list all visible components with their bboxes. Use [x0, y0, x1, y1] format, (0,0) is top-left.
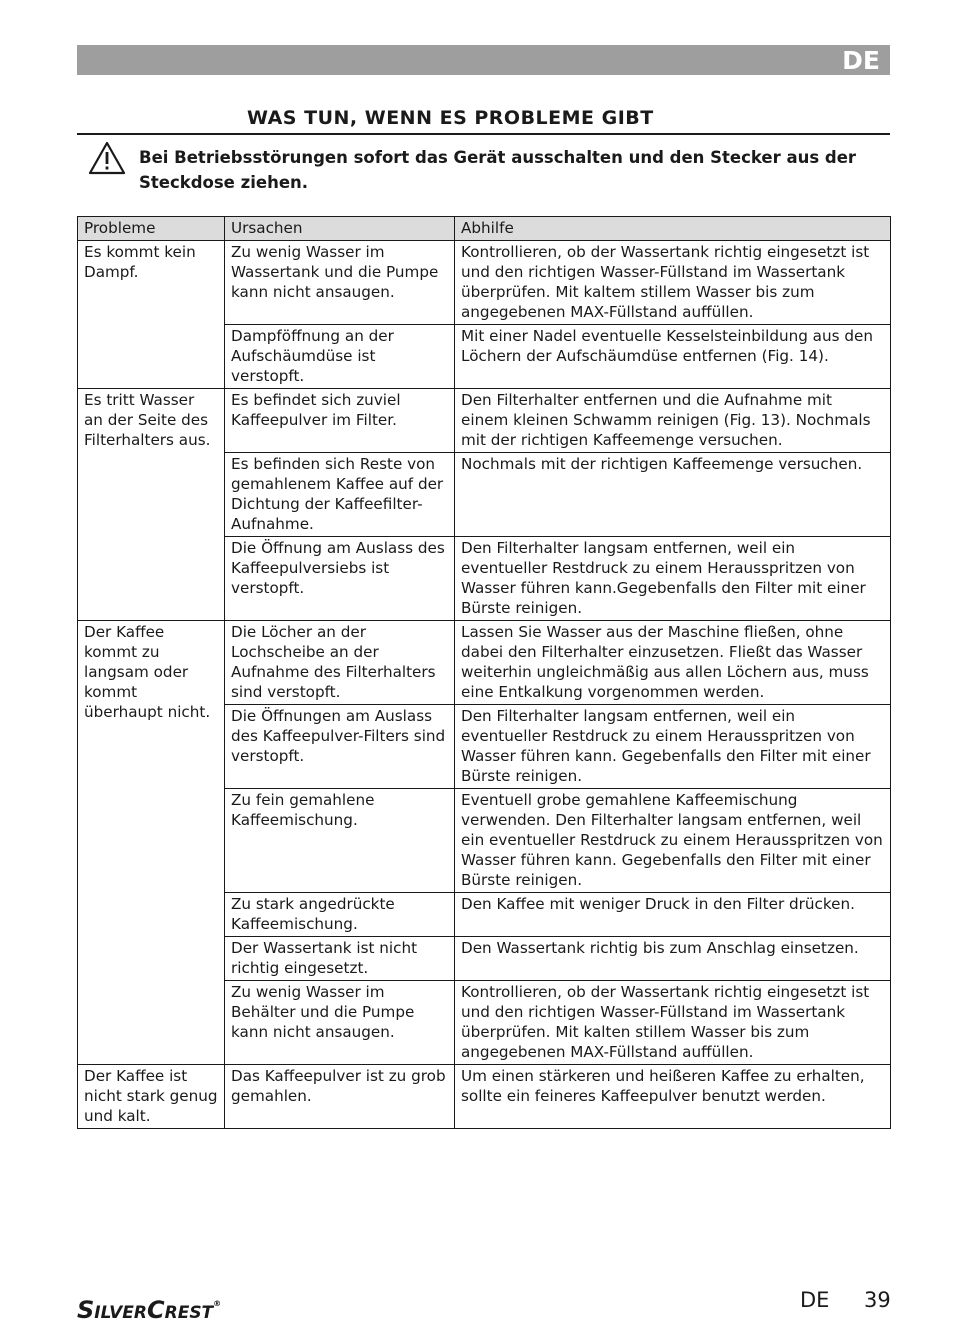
problem-cell: Es tritt Wasser an der Seite des Filterhalters aus.	[78, 389, 225, 621]
problem-cell: Der Kaffee ist nicht stark genug und kalt.	[78, 1065, 225, 1129]
cause-cell: Zu fein gemahlene Kaffeemischung.	[225, 789, 455, 893]
footer-language: DE	[800, 1288, 830, 1312]
cause-cell: Das Kaffeepulver ist zu grob gemahlen.	[225, 1065, 455, 1129]
troubleshooting-table	[77, 216, 891, 1129]
page-number: 39	[864, 1288, 891, 1312]
remedy-cell: Den Filterhalter entfernen und die Aufnahme mit einem kleinen Schwamm reinigen (Fig. 13). Nochmals mit der richtigen Kaffeemenge versuchen.	[455, 389, 891, 453]
table-row	[78, 241, 891, 325]
remedy-cell: Kontrollieren, ob der Wassertank richtig eingesetzt ist und den richtigen Wasser-Füllstand im Wassertank überprüfen. Mit kaltem stillem Wasser bis zum angegebenen MAX-Füllstand auffüllen.	[455, 241, 891, 325]
column-header-problems: Probleme	[78, 217, 225, 241]
remedy-cell: Den Kaffee mit weniger Druck in den Filter drücken.	[455, 893, 891, 937]
remedy-cell: Lassen Sie Wasser aus der Maschine fließen, ohne dabei den Filterhalter einzusetzen. Fließt das Wasser weiterhin ungleichmäßig aus allen Löchern aus, muss eine Entkalkung vorgenommen werden.	[455, 621, 891, 705]
column-header-remedy: Abhilfe	[455, 217, 891, 241]
remedy-cell: Den Wassertank richtig bis zum Anschlag einsetzen.	[455, 937, 891, 981]
cause-cell: Es befinden sich Reste von gemahlenem Kaffee auf der Dichtung der Kaffeefilter-Aufnahme.	[225, 453, 455, 537]
warning-triangle-icon	[88, 141, 126, 175]
remedy-cell: Um einen stärkeren und heißeren Kaffee zu erhalten, sollte ein feineres Kaffeepulver benutzt werden.	[455, 1065, 891, 1129]
problem-cell: Der Kaffee kommt zu langsam oder kommt überhaupt nicht.	[78, 621, 225, 1065]
cause-cell: Dampföffnung an der Aufschäumdüse ist verstopft.	[225, 325, 455, 389]
cause-cell: Der Wassertank ist nicht richtig eingesetzt.	[225, 937, 455, 981]
cause-cell: Es befindet sich zuviel Kaffeepulver im Filter.	[225, 389, 455, 453]
problem-cell: Es kommt kein Dampf.	[78, 241, 225, 389]
cause-cell: Zu wenig Wasser im Wassertank und die Pumpe kann nicht ansaugen.	[225, 241, 455, 325]
remedy-cell: Den Filterhalter langsam entfernen, weil ein eventueller Restdruck zu einem Herausspritzen von Wasser führen kann. Gegebenfalls den Filter mit einer Bürste reinigen.	[455, 705, 891, 789]
remedy-cell: Nochmals mit der richtigen Kaffeemenge versuchen.	[455, 453, 891, 537]
column-header-causes: Ursachen	[225, 217, 455, 241]
language-tag: DE	[842, 46, 880, 75]
section-heading: WAS TUN, WENN ES PROBLEME GIBT	[247, 107, 654, 129]
svg-text:SILVERCREST®: SILVERCREST®	[77, 1296, 222, 1324]
cause-cell: Die Öffnungen am Auslass des Kaffeepulver-Filters sind verstopft.	[225, 705, 455, 789]
table-row	[78, 1065, 891, 1129]
cause-cell: Die Löcher an der Lochscheibe an der Aufnahme des Filterhalters sind verstopft.	[225, 621, 455, 705]
table-row	[78, 389, 891, 453]
table-row	[78, 621, 891, 705]
warning-text: Bei Betriebsstörungen sofort das Gerät ausschalten und den Stecker aus der Steckdose ziehen.	[139, 148, 857, 192]
heading-divider	[77, 133, 890, 135]
table-body	[78, 241, 891, 1129]
remedy-cell: Mit einer Nadel eventuelle Kesselsteinbildung aus den Löchern der Aufschäumdüse entfernen (Fig. 14).	[455, 325, 891, 389]
silvercrest-logo	[77, 1294, 247, 1324]
remedy-cell: Kontrollieren, ob der Wassertank richtig eingesetzt ist und den richtigen Wasser-Füllstand im Wassertank überprüfen. Mit kalten stillem Wasser bis zum angegebenen MAX-Füllstand auffüllen.	[455, 981, 891, 1065]
language-bar	[77, 45, 890, 75]
remedy-cell: Eventuell grobe gemahlene Kaffeemischung verwenden. Den Filterhalter langsam entfernen, weil ein eventueller Restdruck zu einem Herausspritzen von Wasser führen kann. Gegebenfalls den Filter mit einer Bürste reinigen.	[455, 789, 891, 893]
remedy-cell: Den Filterhalter langsam entfernen, weil ein eventueller Restdruck zu einem Herausspritzen von Wasser führen kann.Gegebenfalls den Filter mit einer Bürste reinigen.	[455, 537, 891, 621]
cause-cell: Zu wenig Wasser im Behälter und die Pumpe kann nicht ansaugen.	[225, 981, 455, 1065]
table-header-row	[78, 217, 891, 241]
cause-cell: Die Öffnung am Auslass des Kaffeepulversiebs ist verstopft.	[225, 537, 455, 621]
cause-cell: Zu stark angedrückte Kaffeemischung.	[225, 893, 455, 937]
